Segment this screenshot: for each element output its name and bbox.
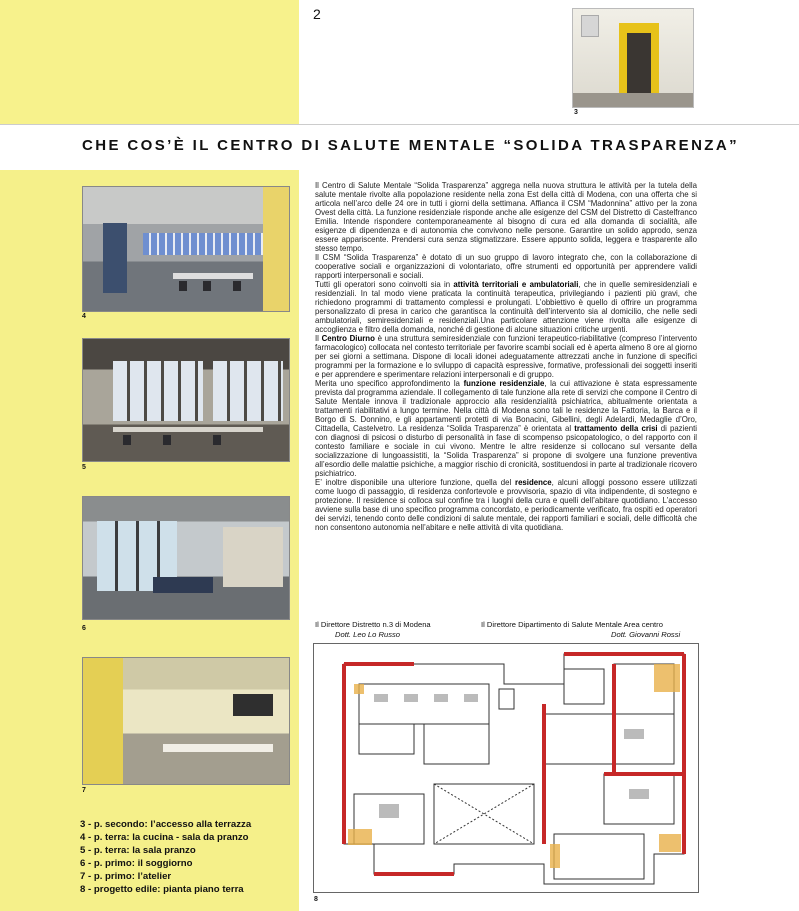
page-title: CHE COS’È IL CENTRO DI SALUTE MENTALE “SOLIDA TRASPARENZA” — [82, 137, 739, 154]
paragraph-operators: Tutti gli operatori sono coinvolti sia in attività territoriali e ambulatoriali, che in quelle semiresidenziali e residenziali. In tal modo viene praticata la continuità terapeutica, privilegiando i pazienti più gravi, che richiedono programmi di trattamento complessi e prolungati. L’obbiettivo è quello di offrire un programma personalizzato di presa in carico che garantisca la continuità dell’intervento sia al domicilio, che nelle sedi ambulatoriali, semiresidenziali e residenziali.Una particolare attenzione viene rivolta alle esigenze di accoglienza e filtro della domanda, nonché di gestione di alcune situazioni critiche urgenti. — [315, 280, 697, 334]
paragraph-team: Il CSM “Solida Trasparenza” è dotato di un suo gruppo di lavoro integrato che, con la collaborazione di cooperative sociali e organizzazioni di volontariato, offre strumenti ed opportunità per apprendere validi rapporti interpersonali e sociali. — [315, 253, 697, 280]
signature-left-role: Il Direttore Distretto n.3 di Modena — [315, 620, 431, 629]
signature-right-name: Dott. Giovanni Rossi — [611, 630, 681, 639]
photo-ground — [573, 93, 693, 107]
photo-window — [581, 15, 599, 37]
page-number: 2 — [313, 6, 321, 22]
yellow-header-background — [0, 0, 299, 124]
signature-left-name: Dott. Leo Lo Russo — [335, 630, 401, 639]
photo-chair — [163, 435, 171, 445]
photo-chair — [179, 281, 187, 291]
photo-yellow-column — [263, 187, 290, 312]
photo-kitchen-dining — [82, 186, 290, 312]
caption-5: 5 - p. terra: la sala pranzo — [80, 845, 196, 856]
photo-yellow-wall — [83, 658, 123, 785]
paragraph-intro: Il Centro di Salute Mentale “Solida Trasparenza” aggrega nella nuova struttura le attività per la tutela della salute mentale rivolte alla popolazione residente nella zona Est della città di Modena, con una offerta che si articola nell’arco delle 24 ore in tutti i giorni della settimana. Affianca il CSM “Madonnina” attivo per la zona Ovest della città. La funzione residenziale risponde anche alle esigenze del CSM del Distretto di Castelfranco Emilia. Intende rispondere contemporaneamente al bisogno di cura ed alla domanda di socialità, alle esigenze di dipendenza e di autonomia che convivono nelle persone. Garantire un solido approdo, senza essere appariscente. Prendersi cura senza stigmatizzare. Essere appunto solida, leggera e trasparente allo stesso tempo. — [315, 181, 697, 253]
photo-door — [627, 33, 651, 97]
figure-label-7: 7 — [82, 787, 86, 794]
photo-atelier — [82, 657, 290, 785]
signature-left — [315, 620, 431, 640]
photo-chair — [203, 281, 211, 291]
figure-label-8: 8 — [314, 896, 318, 903]
photo-doorway — [103, 223, 127, 293]
photo-dining-room — [82, 338, 290, 462]
photo-windows-right — [213, 361, 283, 421]
signature-right — [481, 620, 680, 640]
photo-work-tables — [163, 744, 273, 752]
figure-label-3: 3 — [574, 109, 578, 116]
photo-sofa — [153, 577, 213, 593]
photo-tiled-wall — [143, 233, 263, 255]
caption-3: 3 - p. secondo: l’accesso alla terrazza — [80, 819, 252, 830]
floor-plan — [313, 643, 699, 893]
photo-windows-left — [113, 361, 203, 421]
article-body — [315, 181, 697, 532]
figure-label-5: 5 — [82, 464, 86, 471]
caption-7: 7 - p. primo: l’atelier — [80, 871, 172, 882]
photo-living-room — [82, 496, 290, 620]
figure-captions — [80, 818, 251, 896]
photo-glass-wall — [223, 527, 283, 587]
floor-plan-drawing — [314, 644, 700, 894]
signature-right-role: Il Direttore Dipartimento di Salute Mentale Area centro — [481, 620, 663, 629]
photo-tables — [113, 427, 263, 432]
paragraph-residential: Merita uno specifico approfondimento la funzione residenziale, la cui attivazione è stata espressamente prevista dal programma aziendale. Il collegamento di tale funzione alla rete di servizi che compone il Centro di Salute Mentale innova il tradizionale approccio alla residenzialità psichiatrica, abitualmente orientata a trattamenti riabilitativi a lungo termine. Nella città di Modena sono tali le residenze la Fattoria, la Barca e il Borgo di S. Donnino, e gli appartamenti protetti di via Bonacini, Gibellini, degli Adelardi, Medaglie d’Oro, Cittadella, Castelvetro. La residenza “Solida Trasparenza” è orientata al trattamento della crisi di pazienti con diagnosi di psicosi o disturbo di personalità in fase di scompenso psicopatologico, o del rapporto con il contesto familiare e sociale in cui vivono. Mentre le altre residenze si collocano sul versante della socializzazione di lungoassistiti, la “Solida Trasparenza” si propone di svolgere una funzione preventiva all’esordio delle malattie psichiche, a maggior rischio di cronicità, sostituendosi in parte al tradizionale ricovero psichiatrico. — [315, 379, 697, 478]
caption-8: 8 - progetto edile: pianta piano terra — [80, 884, 244, 895]
photo-table — [173, 273, 253, 279]
paragraph-residence: E’ inoltre disponibile una ulteriore funzione, quella del residence, alcuni alloggi possono essere utilizzati come luogo di passaggio, di residenza confortevole e provvisoria, spazio di vita indipendente, di sostegno e protezione. Il residence si colloca sul confine tra i luoghi della cura e quelli dell’abitare quotidiano. L’accesso avviene sulla base di uno specifico programma concordato, e periodicamente verificato, fra ospiti ed operatori dei servizi, tenendo conto delle condizioni di salute mentale, dei rapporti familiari e sociali, delle difficoltà che non consentono autonomia nell’abitare e nelle attività di vita quotidiana. — [315, 478, 697, 532]
photo-chair — [213, 435, 221, 445]
photo-chair — [233, 281, 241, 291]
photo-chair — [123, 435, 131, 445]
figure-label-4: 4 — [82, 313, 86, 320]
caption-4: 4 - p. terra: la cucina - sala da pranzo — [80, 832, 249, 843]
paragraph-day-center: Il Centro Diurno è una struttura semiresidenziale con funzioni terapeutico-riabilitative (compreso l’intervento farmacologico) collocata nel contesto territoriale per favorire scambi sociali ed è aperta almeno 8 ore al giorno per sei giorni a settimana. Dispone di locali idonei adeguatamente attrezzati anche in funzione di specifici programmi per la formazione e lo sviluppo di capacità espressive, formative, professionali dei soggetti inseriti e per apprendere e sperimentare relazioni interpersonali e di gruppo. — [315, 334, 697, 379]
figure-label-6: 6 — [82, 625, 86, 632]
photo-terrace-access — [572, 8, 694, 108]
photo-upper-windows — [233, 694, 273, 716]
caption-6: 6 - p. primo: il soggiorno — [80, 858, 193, 869]
